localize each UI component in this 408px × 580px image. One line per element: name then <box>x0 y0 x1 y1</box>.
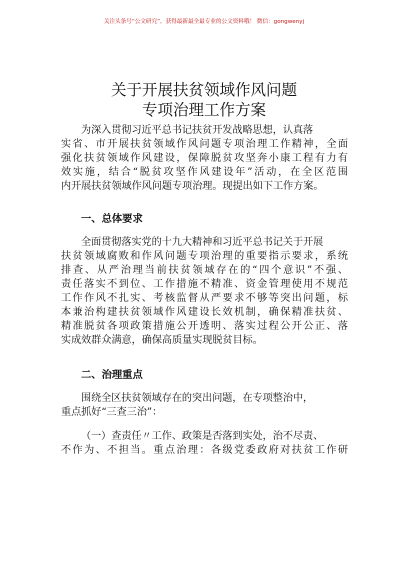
document-title-line-2: 专项治理工作方案 <box>141 101 266 119</box>
section1-line: 精准脱贫各项政策措施公开透明、落实过程公开公正、落 <box>61 321 348 332</box>
section1-line: 排查、从严治理当前扶贫领域存在的“四个意识”不强、 <box>61 265 348 276</box>
section1-line: 全面贯彻落实党的十九大精神和习近平总书记关于开展 <box>81 237 324 248</box>
intro-line: 实省、市开展扶贫领域作风问题专项治理工作精神，全面 <box>61 139 348 150</box>
intro-line: 效实施，结合“脱贫攻坚作风建设年”活动，在全区范围 <box>61 167 348 178</box>
section2-line: 不作为、不担当。重点治理：各级党委政府对扶贫工作研 <box>61 445 348 456</box>
intro-line: 为深入贯彻习近平总书记扶贫开发战略思想，认真落 <box>81 125 314 136</box>
section2-line: 围绕全区扶贫领域存在的突出问题，在专项整治中， <box>81 393 314 404</box>
section-heading-governance-focus: 二、治理重点 <box>81 369 143 381</box>
section2-line: （一）查责任〃工作、政策是否落到实处，治不尽责、 <box>81 431 324 442</box>
section1-line: 扶贫领域腐败和作风问题专项治理的重要指示要求，系统 <box>61 251 348 262</box>
section1-line: 实成效群众满意，确保高质量实现脱贫目标。 <box>61 335 263 346</box>
intro-line: 强化扶贫领域作风建设，保障脱贫攻坚奔小康工程有力有 <box>61 153 348 164</box>
section1-line: 工作作风不扎实、考核监督从严要求不够等突出问题，标 <box>61 293 348 304</box>
intro-line: 内开展扶贫领域作风问题专项治理。现提出如下工作方案。 <box>61 181 324 192</box>
section1-line: 责任落实不到位、工作措施不精准、资金管理使用不规范 <box>61 279 348 290</box>
section-heading-general-requirements: 一、总体要求 <box>81 213 143 225</box>
section1-line: 本兼治构建扶贫领域作风建设长效机制，确保精准扶贫、 <box>61 307 348 318</box>
document-title-line-1: 关于开展扶贫领域作风问题 <box>110 81 297 99</box>
promo-notice: 关注头条号“公文研究”，获得最新最全最专业的公文资料哦！ 微信：gongwenyj <box>103 19 305 25</box>
section2-line: 重点抓好“三查三治”： <box>61 407 163 418</box>
